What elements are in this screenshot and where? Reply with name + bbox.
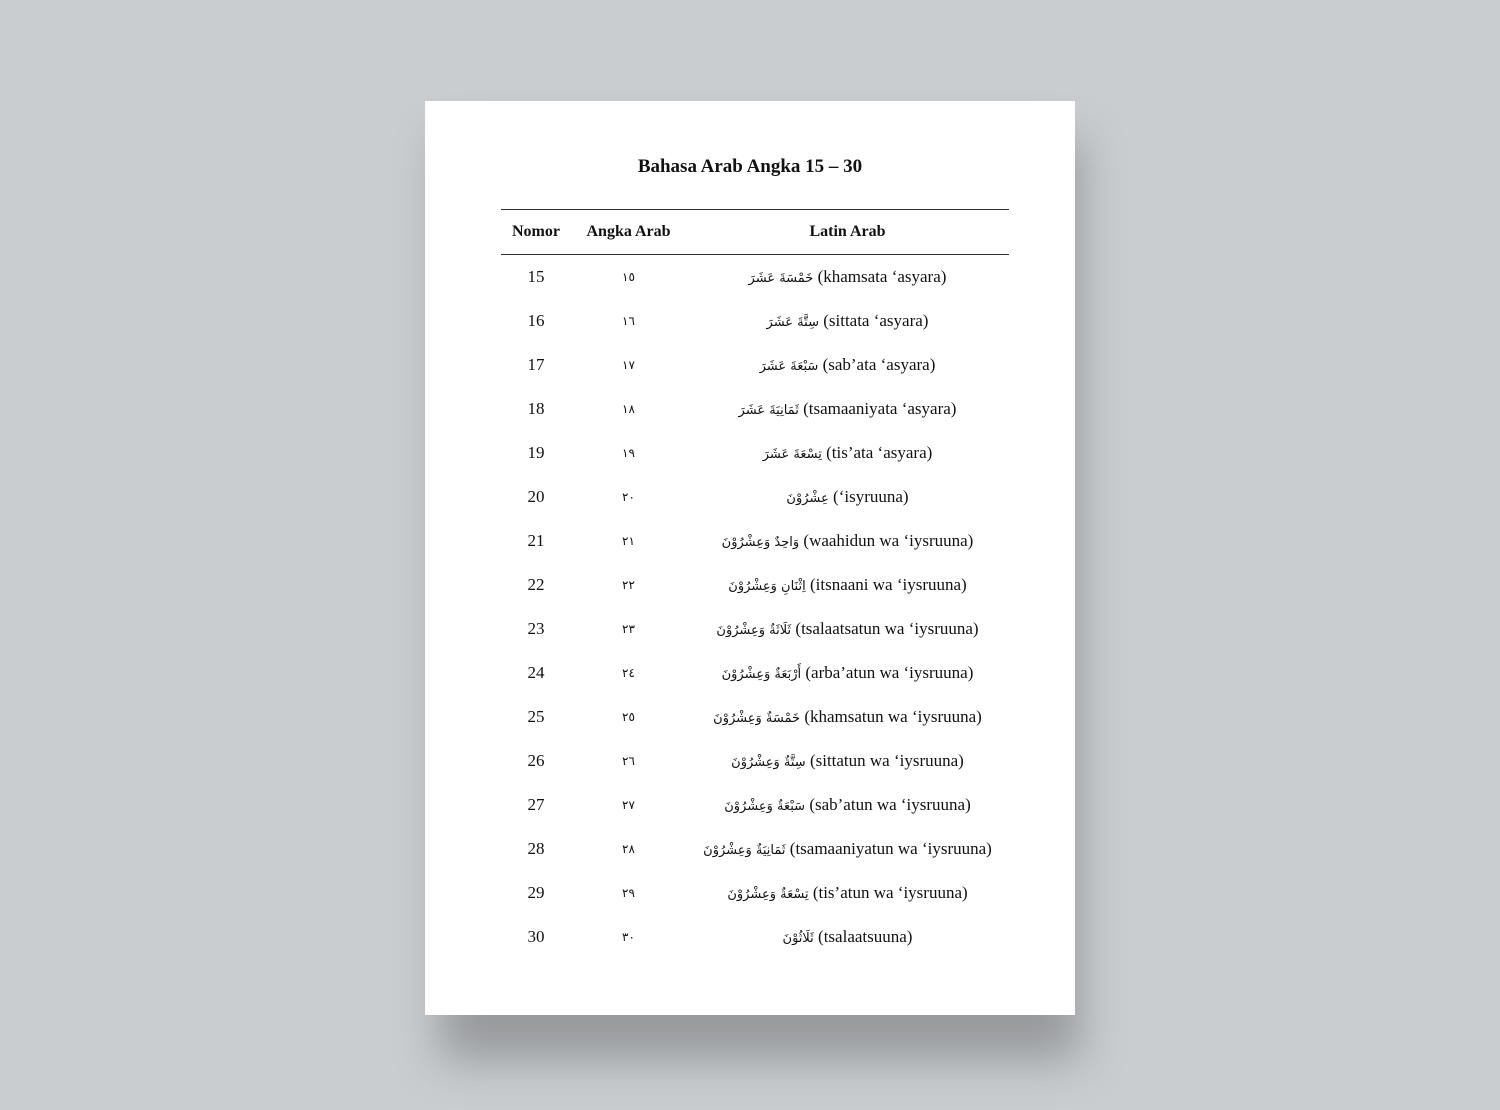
cell-angka-arab: ٢١ [622,534,635,548]
latin-text: (sittata ‘asyara) [823,311,929,330]
cell-nomor: 26 [527,751,545,770]
cell-nomor: 24 [527,663,545,682]
cell-latin-arab [686,299,1009,343]
cell-latin-arab [686,695,1009,739]
latin-text: (tsalaatsuuna) [818,927,913,946]
arabic-text: تِسْعَةَ عَشَرَ [762,447,822,462]
cell-angka-arab: ٣٠ [622,930,635,944]
latin-text: (itsnaani wa ‘iysruuna) [809,575,967,594]
table-row [501,299,1009,343]
arabic-text: اِثْنَانِ وَعِشْرُوْنَ [728,579,806,594]
cell-angka-arab: ٢٧ [622,798,635,812]
cell-nomor: 20 [527,487,545,506]
cell-angka-arab: ٢٢ [622,578,635,592]
table-row [501,827,1009,871]
arabic-text: ثَلَاثَةٌ وَعِشْرُوْنَ [716,623,792,638]
cell-angka-arab: ٢٨ [622,842,635,856]
cell-angka-arab: ٢٣ [622,622,635,636]
arabic-text: ثَلَاثُوْنَ [782,931,814,946]
table-row [501,387,1009,431]
arabic-text: ثَمَانِيَةٌ وَعِشْرُوْنَ [703,843,786,858]
cell-nomor: 27 [527,795,545,814]
table-row [501,343,1009,387]
cell-latin-arab [686,607,1009,651]
cell-nomor: 16 [527,311,545,330]
latin-text: (khamsata ‘asyara) [817,267,947,286]
table-row [501,739,1009,783]
arabic-text: عِشْرُوْنَ [786,491,829,506]
cell-latin-arab [686,827,1009,871]
cell-latin-arab [686,563,1009,607]
header-angka-arab: Angka Arab [586,223,671,240]
cell-angka-arab: ١٨ [622,402,635,416]
cell-angka-arab: ١٦ [622,314,635,328]
arabic-text: خَمْسَةَ عَشَرَ [748,271,814,286]
table-row [501,519,1009,563]
cell-angka-arab: ٢٤ [622,666,635,680]
cell-nomor: 21 [527,531,545,550]
table-header-row [501,210,1009,255]
table-row [501,783,1009,827]
cell-nomor: 29 [527,883,545,902]
cell-nomor: 23 [527,619,545,638]
cell-latin-arab [686,739,1009,783]
arabic-text: ثَمَانِيَةَ عَشَرَ [738,403,799,418]
header-latin-arab: Latin Arab [809,223,886,240]
cell-nomor: 18 [527,399,545,418]
latin-text: (sab’ata ‘asyara) [822,355,936,374]
table-row [501,563,1009,607]
cell-nomor: 25 [527,707,545,726]
cell-latin-arab [686,871,1009,915]
cell-angka-arab: ١٥ [622,270,635,284]
table-row [501,915,1009,959]
latin-text: (‘isyruuna) [833,487,909,506]
document-page [425,101,1075,1015]
arabic-text: وَاحِدٌ وَعِشْرُوْنَ [721,535,800,550]
cell-nomor: 22 [527,575,545,594]
cell-latin-arab [686,915,1009,959]
cell-nomor: 17 [527,355,545,374]
cell-latin-arab [686,387,1009,431]
header-nomor: Nomor [512,223,560,240]
latin-text: (tis’ata ‘asyara) [826,443,933,462]
cell-latin-arab [686,651,1009,695]
arabic-text: أَرْبَعَةٌ وَعِشْرُوْنَ [721,667,802,682]
latin-text: (waahidun wa ‘iysruuna) [803,531,974,550]
table-row [501,475,1009,519]
arabic-text: خَمْسَةٌ وَعِشْرُوْنَ [713,711,801,726]
arabic-text: سِتَّةٌ وَعِشْرُوْنَ [731,755,806,770]
cell-latin-arab [686,783,1009,827]
cell-latin-arab [686,343,1009,387]
table-row [501,255,1009,300]
cell-angka-arab: ١٩ [622,446,635,460]
cell-nomor: 19 [527,443,545,462]
numbers-table [501,209,1009,959]
cell-angka-arab: ٢٠ [622,490,635,504]
latin-text: (sab’atun wa ‘iysruuna) [809,795,971,814]
latin-text: (khamsatun wa ‘iysruuna) [804,707,982,726]
latin-text: (tis’atun wa ‘iysruuna) [812,883,968,902]
cell-angka-arab: ٢٥ [622,710,635,724]
latin-text: (arba’atun wa ‘iysruuna) [805,663,974,682]
cell-angka-arab: ٢٩ [622,886,635,900]
cell-angka-arab: ١٧ [622,358,635,372]
latin-text: (sittatun wa ‘iysruuna) [809,751,964,770]
cell-latin-arab [686,475,1009,519]
cell-nomor: 28 [527,839,545,858]
table-row [501,651,1009,695]
latin-text: (tsamaaniyata ‘asyara) [803,399,957,418]
table-row [501,871,1009,915]
table-row [501,431,1009,475]
latin-text: (tsalaatsatun wa ‘iysruuna) [795,619,979,638]
cell-nomor: 30 [527,927,545,946]
cell-latin-arab [686,519,1009,563]
arabic-text: سِتَّةَ عَشَرَ [766,315,819,330]
cell-latin-arab [686,255,1009,300]
table-row [501,607,1009,651]
cell-latin-arab [686,431,1009,475]
cell-angka-arab: ٢٦ [622,754,635,768]
latin-text: (tsamaaniyatun wa ‘iysruuna) [789,839,992,858]
cell-nomor: 15 [527,267,545,286]
arabic-text: تِسْعَةٌ وَعِشْرُوْنَ [727,887,809,902]
arabic-text: سَبْعَةَ عَشَرَ [759,359,819,374]
table-row [501,695,1009,739]
page-title: Bahasa Arab Angka 15 – 30 [637,156,863,177]
arabic-text: سَبْعَةٌ وَعِشْرُوْنَ [724,799,806,814]
